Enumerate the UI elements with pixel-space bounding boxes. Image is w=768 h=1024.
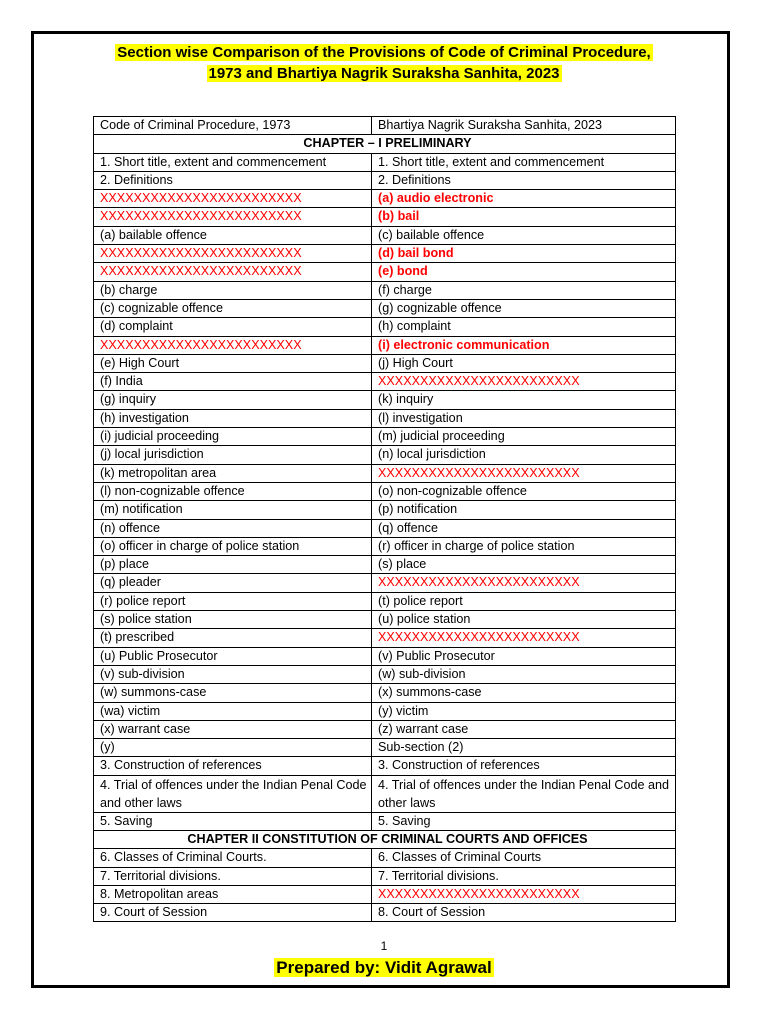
title-line-1: Section wise Comparison of the Provisions of Code of Criminal Procedure, — [117, 44, 651, 61]
bnss-cell: (i) electronic communication — [372, 336, 676, 354]
bnss-cell: XXXXXXXXXXXXXXXXXXXXXXXX — [372, 885, 676, 903]
crpc-cell: (t) prescribed — [94, 629, 372, 647]
table-row — [94, 629, 676, 647]
bnss-cell: (t) police report — [372, 592, 676, 610]
crpc-cell: (d) complaint — [94, 318, 372, 336]
bnss-cell: (z) warrant case — [372, 720, 676, 738]
crpc-cell: (c) cognizable offence — [94, 299, 372, 317]
table-row — [94, 171, 676, 189]
bnss-cell: (v) Public Prosecutor — [372, 647, 676, 665]
table-row — [94, 482, 676, 500]
crpc-cell: 4. Trial of offences under the Indian Penal Code and other laws — [94, 775, 372, 812]
table-row — [94, 867, 676, 885]
bnss-cell: (g) cognizable offence — [372, 299, 676, 317]
table-row — [94, 208, 676, 226]
crpc-cell: (e) High Court — [94, 354, 372, 372]
crpc-cell: (r) police report — [94, 592, 372, 610]
bnss-cell: (q) offence — [372, 519, 676, 537]
table-row — [94, 904, 676, 922]
table-row — [94, 775, 676, 812]
bnss-cell: (y) victim — [372, 702, 676, 720]
page-number: 1 — [380, 939, 388, 953]
bnss-cell: XXXXXXXXXXXXXXXXXXXXXXXX — [372, 574, 676, 592]
crpc-cell: (b) charge — [94, 281, 372, 299]
crpc-cell: 3. Construction of references — [94, 757, 372, 775]
prepared-by-footer — [0, 958, 768, 978]
table-row — [94, 739, 676, 757]
bnss-cell: (s) place — [372, 556, 676, 574]
table-row — [94, 702, 676, 720]
table-row — [94, 885, 676, 903]
crpc-cell: (x) warrant case — [94, 720, 372, 738]
bnss-cell: (f) charge — [372, 281, 676, 299]
table-row — [94, 446, 676, 464]
table-header-row — [94, 117, 676, 135]
table-row — [94, 647, 676, 665]
bnss-cell: (h) complaint — [372, 318, 676, 336]
crpc-cell: XXXXXXXXXXXXXXXXXXXXXXXX — [94, 245, 372, 263]
bnss-cell: (l) investigation — [372, 409, 676, 427]
bnss-cell: (j) High Court — [372, 354, 676, 372]
table-row — [94, 299, 676, 317]
table-row — [94, 501, 676, 519]
table-row — [94, 556, 676, 574]
crpc-cell: 9. Court of Session — [94, 904, 372, 922]
crpc-cell: XXXXXXXXXXXXXXXXXXXXXXXX — [94, 263, 372, 281]
crpc-cell: (g) inquiry — [94, 391, 372, 409]
crpc-cell: (o) officer in charge of police station — [94, 537, 372, 555]
comparison-table — [93, 116, 676, 922]
bnss-cell: (m) judicial proceeding — [372, 428, 676, 446]
header-crpc: Code of Criminal Procedure, 1973 — [94, 117, 372, 135]
table-row — [94, 757, 676, 775]
table-row — [94, 665, 676, 683]
table-row — [94, 245, 676, 263]
table-row — [94, 226, 676, 244]
table-row — [94, 391, 676, 409]
bnss-cell: XXXXXXXXXXXXXXXXXXXXXXXX — [372, 373, 676, 391]
chapter-row — [94, 135, 676, 153]
bnss-cell: (p) notification — [372, 501, 676, 519]
bnss-cell: Sub-section (2) — [372, 739, 676, 757]
table-row — [94, 592, 676, 610]
bnss-cell: (c) bailable offence — [372, 226, 676, 244]
bnss-cell: (r) officer in charge of police station — [372, 537, 676, 555]
table-row — [94, 464, 676, 482]
crpc-cell: (n) offence — [94, 519, 372, 537]
crpc-cell: (k) metropolitan area — [94, 464, 372, 482]
crpc-cell: (j) local jurisdiction — [94, 446, 372, 464]
crpc-cell: (i) judicial proceeding — [94, 428, 372, 446]
header-bnss: Bhartiya Nagrik Suraksha Sanhita, 2023 — [372, 117, 676, 135]
bnss-cell: 5. Saving — [372, 812, 676, 830]
crpc-cell: (l) non-cognizable offence — [94, 482, 372, 500]
table-row — [94, 428, 676, 446]
bnss-cell: 1. Short title, extent and commencement — [372, 153, 676, 171]
crpc-cell: 2. Definitions — [94, 171, 372, 189]
bnss-cell: (x) summons-case — [372, 684, 676, 702]
bnss-cell: (d) bail bond — [372, 245, 676, 263]
bnss-cell: (u) police station — [372, 611, 676, 629]
table-row — [94, 574, 676, 592]
chapter-heading: CHAPTER – I PRELIMINARY — [94, 135, 676, 153]
bnss-cell: XXXXXXXXXXXXXXXXXXXXXXXX — [372, 464, 676, 482]
table-row — [94, 849, 676, 867]
crpc-cell: XXXXXXXXXXXXXXXXXXXXXXXX — [94, 190, 372, 208]
table-row — [94, 190, 676, 208]
crpc-cell: (p) place — [94, 556, 372, 574]
table-row — [94, 373, 676, 391]
table-row — [94, 812, 676, 830]
bnss-cell: 3. Construction of references — [372, 757, 676, 775]
bnss-cell: 6. Classes of Criminal Courts — [372, 849, 676, 867]
table-row — [94, 611, 676, 629]
crpc-cell: (m) notification — [94, 501, 372, 519]
table-row — [94, 263, 676, 281]
crpc-cell: 1. Short title, extent and commencement — [94, 153, 372, 171]
table-row — [94, 409, 676, 427]
crpc-cell: (s) police station — [94, 611, 372, 629]
bnss-cell: (o) non-cognizable offence — [372, 482, 676, 500]
bnss-cell: (b) bail — [372, 208, 676, 226]
table-row — [94, 153, 676, 171]
table-row — [94, 354, 676, 372]
chapter-heading: CHAPTER II CONSTITUTION OF CRIMINAL COURTS AND OFFICES — [94, 830, 676, 848]
bnss-cell: (k) inquiry — [372, 391, 676, 409]
crpc-cell: (f) India — [94, 373, 372, 391]
bnss-cell: 4. Trial of offences under the Indian Penal Code and other laws — [372, 775, 676, 812]
crpc-cell: 6. Classes of Criminal Courts. — [94, 849, 372, 867]
bnss-cell: XXXXXXXXXXXXXXXXXXXXXXXX — [372, 629, 676, 647]
crpc-cell: (wa) victim — [94, 702, 372, 720]
crpc-cell: (a) bailable offence — [94, 226, 372, 244]
crpc-cell: 5. Saving — [94, 812, 372, 830]
table-row — [94, 336, 676, 354]
crpc-cell: (y) — [94, 739, 372, 757]
bnss-cell: 2. Definitions — [372, 171, 676, 189]
table-row — [94, 519, 676, 537]
bnss-cell: (w) sub-division — [372, 665, 676, 683]
crpc-cell: 8. Metropolitan areas — [94, 885, 372, 903]
bnss-cell: 7. Territorial divisions. — [372, 867, 676, 885]
table-row — [94, 684, 676, 702]
table-row — [94, 720, 676, 738]
crpc-cell: (w) summons-case — [94, 684, 372, 702]
crpc-cell: XXXXXXXXXXXXXXXXXXXXXXXX — [94, 208, 372, 226]
crpc-cell: 7. Territorial divisions. — [94, 867, 372, 885]
bnss-cell: 8. Court of Session — [372, 904, 676, 922]
crpc-cell: (h) investigation — [94, 409, 372, 427]
bnss-cell: (a) audio electronic — [372, 190, 676, 208]
table-row — [94, 318, 676, 336]
crpc-cell: (q) pleader — [94, 574, 372, 592]
crpc-cell: (v) sub-division — [94, 665, 372, 683]
crpc-cell: (u) Public Prosecutor — [94, 647, 372, 665]
bnss-cell: (e) bond — [372, 263, 676, 281]
prepared-by-text: Prepared by: Vidit Agrawal — [276, 958, 492, 977]
bnss-cell: (n) local jurisdiction — [372, 446, 676, 464]
title-line-2: 1973 and Bhartiya Nagrik Suraksha Sanhita, 2023 — [208, 65, 560, 82]
crpc-cell: XXXXXXXXXXXXXXXXXXXXXXXX — [94, 336, 372, 354]
table-row — [94, 281, 676, 299]
table-row — [94, 537, 676, 555]
chapter-row — [94, 830, 676, 848]
document-title — [40, 42, 728, 84]
